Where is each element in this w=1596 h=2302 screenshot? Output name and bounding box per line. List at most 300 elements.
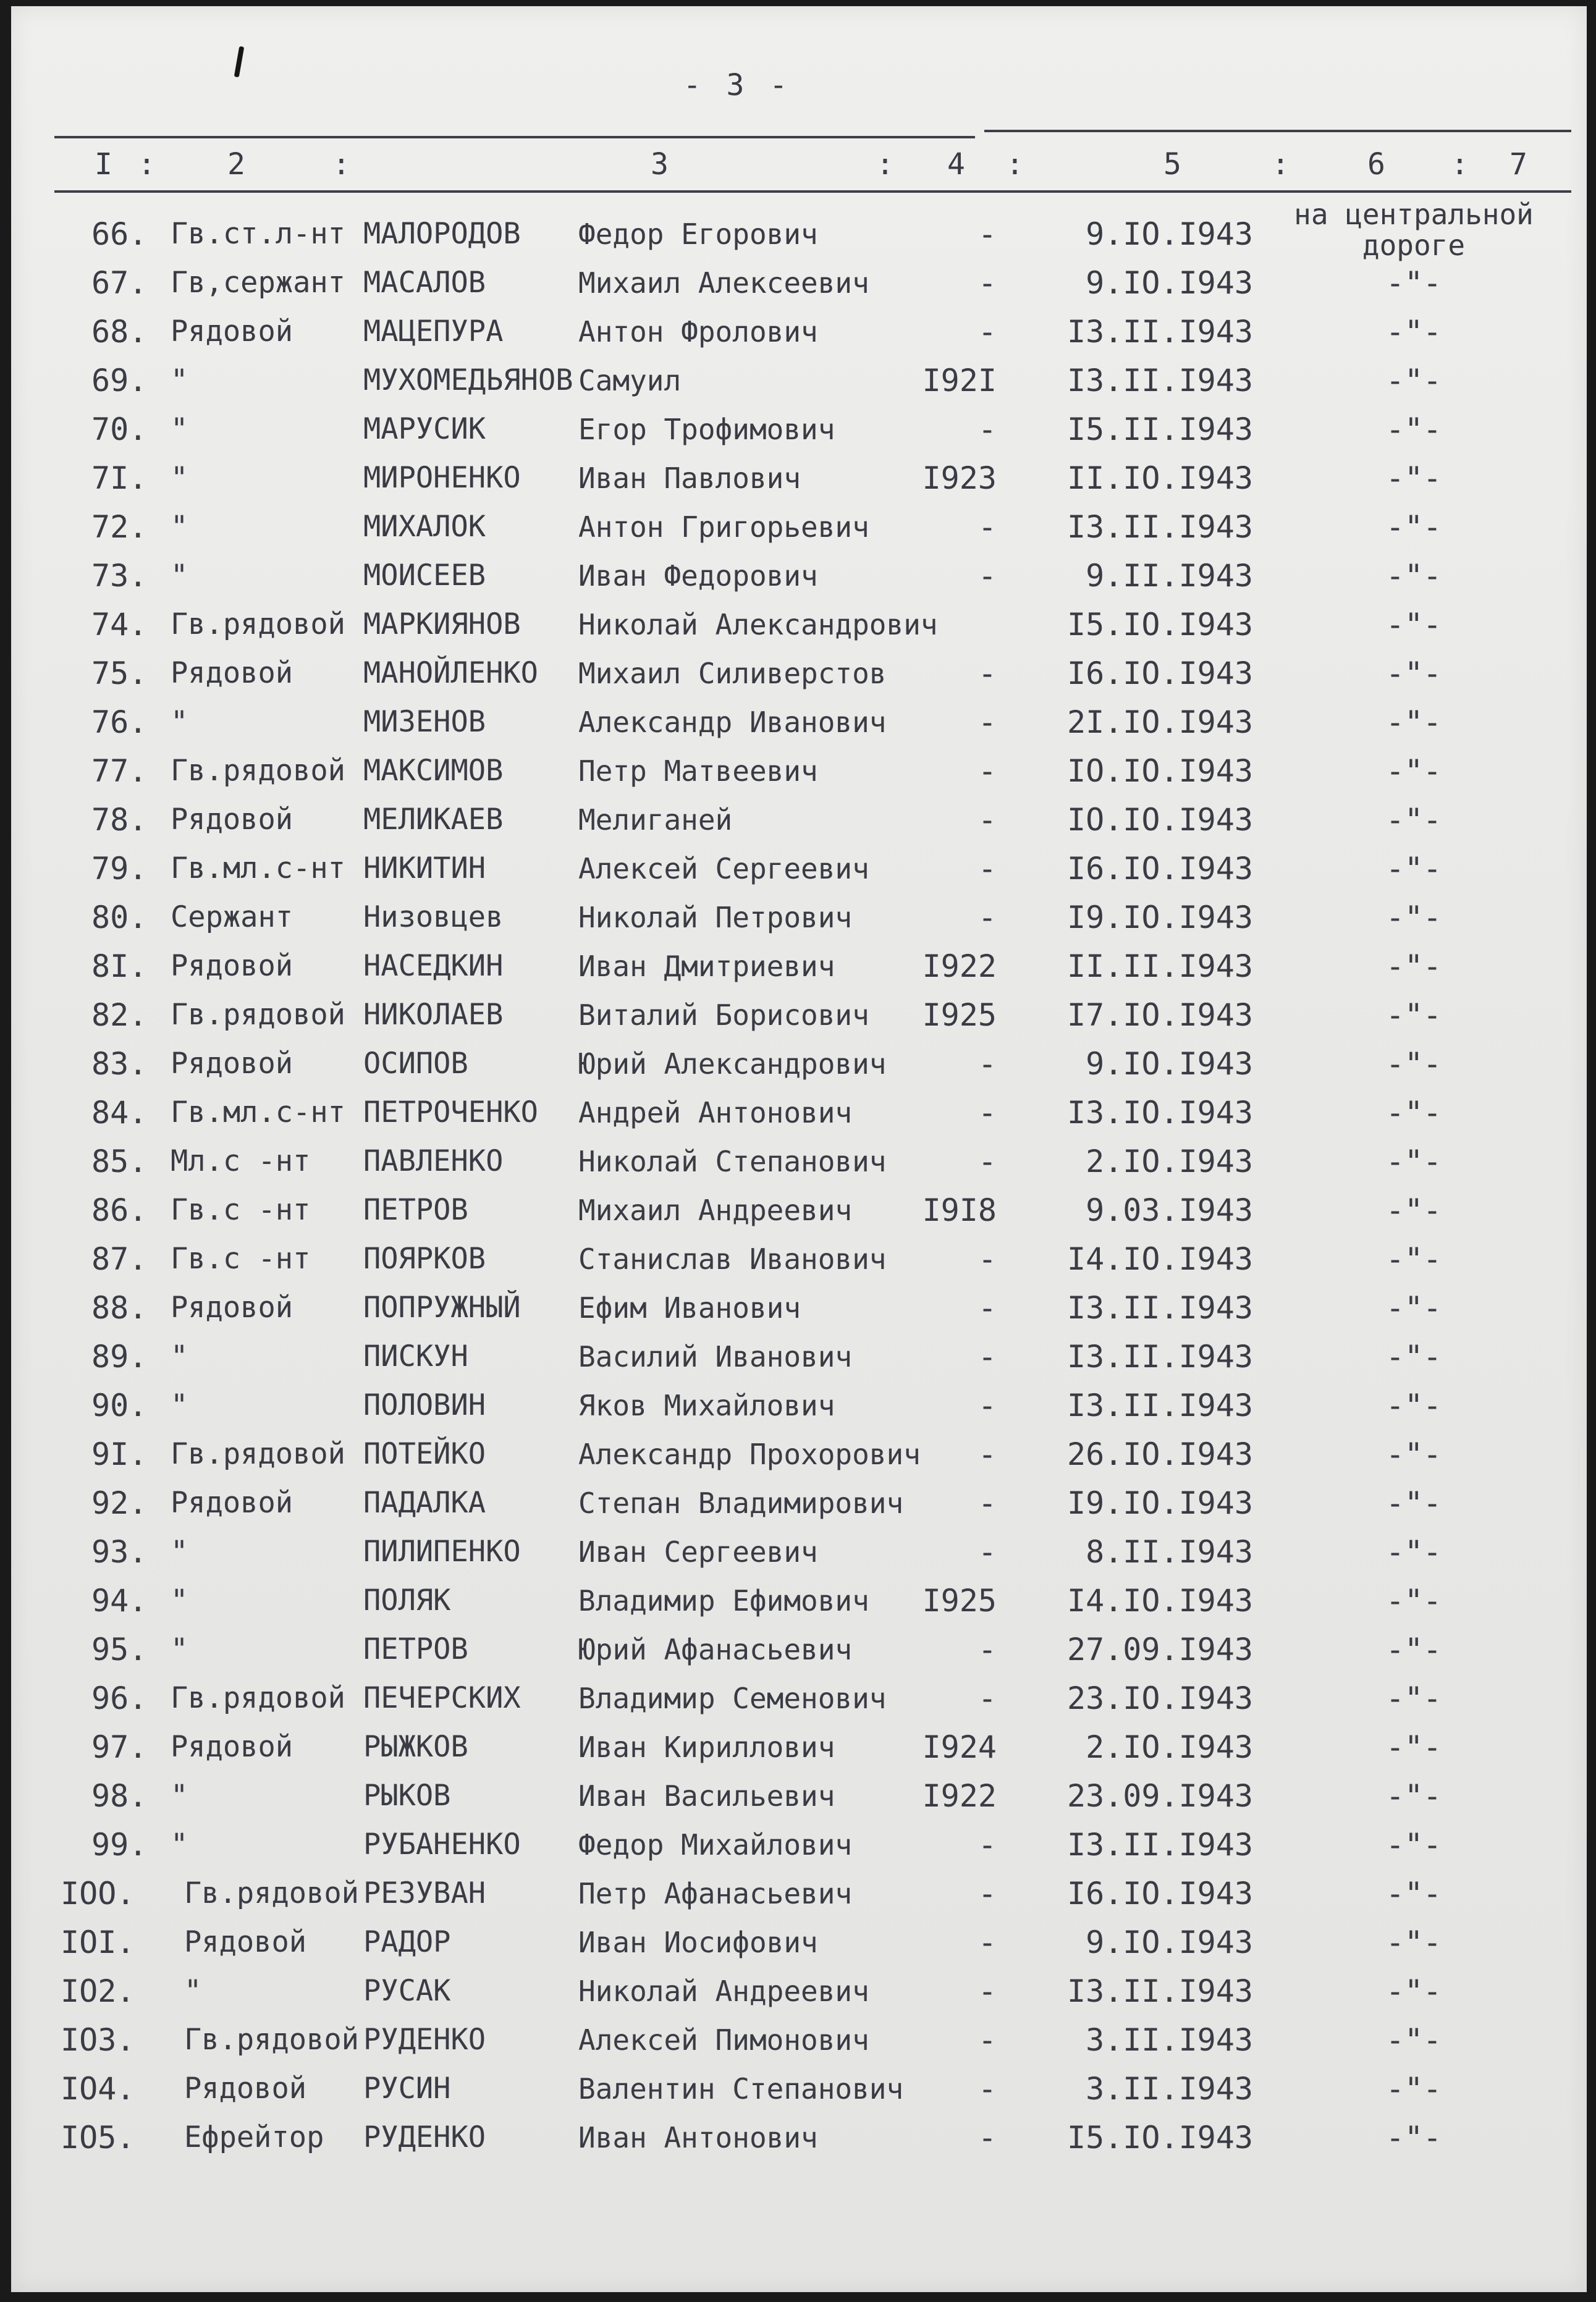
row-birth-year: - xyxy=(977,1973,997,2009)
row-surname: ПИЛИПЕНКО xyxy=(363,1535,521,1569)
table-row xyxy=(11,1186,1587,1234)
row-rank: Гв.рядовой xyxy=(184,2023,359,2057)
row-death-date: I3.II.I943 xyxy=(1066,314,1253,350)
row-surname: РУБАНЕНКО xyxy=(363,1828,521,1861)
header-rule-top-left xyxy=(54,136,975,138)
row-birth-year: - xyxy=(977,411,997,447)
table-row xyxy=(11,601,1587,649)
row-number: 69. xyxy=(91,363,148,398)
column-header: 2 xyxy=(227,147,248,182)
row-death-date: I4.IO.I943 xyxy=(1066,1241,1253,1277)
row-surname: РАДОР xyxy=(363,1925,451,1959)
row-rank: " xyxy=(171,1779,188,1813)
row-number: 76. xyxy=(91,704,148,740)
row-number: 79. xyxy=(91,851,148,887)
row-surname: РЫЖКОВ xyxy=(363,1730,468,1764)
row-rank: Ефрейтор xyxy=(184,2120,324,2154)
row-birth-year: - xyxy=(977,1632,997,1667)
row-number: 90. xyxy=(91,1388,148,1423)
column-header: 7 xyxy=(1509,147,1530,182)
row-rank: " xyxy=(171,510,188,544)
row-number: 96. xyxy=(91,1680,148,1716)
row-rank: Гв.рядовой xyxy=(171,1681,345,1715)
row-given-names: Иван Иосифович xyxy=(578,1926,818,1959)
row-surname: МЕЛИКАЕВ xyxy=(363,803,504,837)
row-surname: МАСАЛОВ xyxy=(363,266,486,300)
row-rank: " xyxy=(171,461,188,495)
row-surname: РЕЗУВАН xyxy=(363,1876,486,1910)
row-given-names: Иван Сергеевич xyxy=(578,1535,818,1569)
row-number: 8I. xyxy=(91,948,148,984)
row-birth-year: - xyxy=(977,802,997,838)
row-surname: ПЕТРОВ xyxy=(363,1632,468,1666)
row-surname: НИКИТИН xyxy=(363,851,486,885)
row-given-names: Петр Афанасьевич xyxy=(578,1877,853,1910)
table-row xyxy=(11,454,1587,502)
column-header: 3 xyxy=(651,147,671,182)
row-given-names: Михаил Силиверстов xyxy=(578,657,887,690)
row-birth-year: - xyxy=(977,1925,997,1960)
row-given-names: Василий Иванович xyxy=(578,1340,853,1373)
table-row xyxy=(11,1381,1587,1430)
row-given-names: Александр Иванович xyxy=(578,706,887,739)
table-row xyxy=(11,1528,1587,1576)
row-birth-year: - xyxy=(977,1680,997,1716)
row-birth-year: - xyxy=(977,1485,997,1521)
row-given-names: Иван Васильевич xyxy=(578,1779,835,1813)
row-burial-place: -"- xyxy=(1385,1241,1442,1277)
row-given-names: Антон Фролович xyxy=(578,315,818,348)
row-number: 88. xyxy=(91,1290,148,1326)
row-rank: Рядовой xyxy=(171,314,293,348)
table-row xyxy=(11,198,1587,262)
table-row xyxy=(11,2114,1587,2162)
row-surname: МАЛОРОДОВ xyxy=(363,217,521,251)
row-surname: ПАВЛЕНКО xyxy=(363,1144,504,1178)
row-death-date: I3.IO.I943 xyxy=(1066,1095,1253,1131)
row-surname: НАСЕДКИН xyxy=(363,949,504,983)
row-given-names: Мелиганей xyxy=(578,803,733,837)
row-number: 77. xyxy=(91,753,148,789)
row-death-date: 9.IO.I943 xyxy=(1086,1925,1253,1960)
row-birth-year: - xyxy=(977,1827,997,1863)
row-surname: МОИСЕЕВ xyxy=(363,559,486,592)
row-given-names: Андрей Антонович xyxy=(578,1096,853,1129)
row-birth-year: - xyxy=(977,704,997,740)
row-death-date: I5.IO.I943 xyxy=(1066,607,1253,643)
table-row xyxy=(11,1967,1587,2015)
row-burial-place: -"- xyxy=(1385,1046,1442,1082)
row-burial-place: -"- xyxy=(1385,460,1442,496)
row-number: IO4. xyxy=(61,2071,135,2107)
row-surname: РЫКОВ xyxy=(363,1779,451,1813)
row-burial-place: -"- xyxy=(1385,1973,1442,2009)
row-burial-place: -"- xyxy=(1385,851,1442,887)
row-birth-year: - xyxy=(977,1876,997,1912)
row-rank: Рядовой xyxy=(171,1047,293,1081)
row-death-date: I5.II.I943 xyxy=(1066,411,1253,447)
row-surname: РУДЕНКО xyxy=(363,2023,486,2057)
row-given-names: Николай Степанович xyxy=(578,1145,887,1178)
row-given-names: Антон Григорьевич xyxy=(578,510,869,544)
row-birth-year: - xyxy=(977,314,997,350)
row-number: 95. xyxy=(91,1632,148,1667)
row-number: 75. xyxy=(91,656,148,691)
row-given-names: Николай Андреевич xyxy=(578,1975,869,2008)
row-surname: РУСАК xyxy=(363,1974,451,2008)
row-death-date: 2.IO.I943 xyxy=(1086,1729,1253,1765)
row-birth-year: - xyxy=(977,656,997,691)
table-row xyxy=(11,991,1587,1039)
row-number: 66. xyxy=(91,216,148,252)
row-number: 97. xyxy=(91,1729,148,1765)
row-birth-year: I9I8 xyxy=(922,1192,997,1228)
row-surname: ОСИПОВ xyxy=(363,1047,468,1081)
row-burial-place: -"- xyxy=(1385,1388,1442,1423)
row-rank: Гв.рядовой xyxy=(171,607,345,641)
row-rank: " xyxy=(171,1828,188,1861)
table-row xyxy=(11,1089,1587,1137)
row-surname: ПАДАЛКА xyxy=(363,1486,486,1520)
row-death-date: 9.IO.I943 xyxy=(1086,1046,1253,1082)
header-rule-top-right xyxy=(984,130,1571,132)
row-birth-year: - xyxy=(977,1388,997,1423)
row-burial-place: -"- xyxy=(1385,1436,1442,1472)
row-death-date: I3.II.I943 xyxy=(1066,363,1253,398)
row-rank: " xyxy=(171,1583,188,1617)
table-row xyxy=(11,1479,1587,1527)
table-row xyxy=(11,1235,1587,1283)
row-number: 78. xyxy=(91,802,148,838)
row-surname: РУДЕНКО xyxy=(363,2120,486,2154)
row-surname: МИЗЕНОВ xyxy=(363,705,486,739)
row-death-date: I3.II.I943 xyxy=(1066,1290,1253,1326)
row-death-date: II.II.I943 xyxy=(1066,948,1253,984)
row-rank: " xyxy=(184,1974,202,2008)
row-number: 87. xyxy=(91,1241,148,1277)
row-surname: МАЦЕПУРА xyxy=(363,314,504,348)
row-given-names: Юрий Александрович xyxy=(578,1047,887,1081)
row-burial-place: -"- xyxy=(1385,753,1442,789)
row-given-names: Петр Матвеевич xyxy=(578,754,818,788)
column-header-separator: : xyxy=(1451,147,1471,182)
table-row xyxy=(11,1723,1587,1771)
row-burial-place: -"- xyxy=(1385,509,1442,545)
row-birth-year: I922 xyxy=(922,1778,997,1814)
row-death-date: 2.IO.I943 xyxy=(1086,1144,1253,1179)
row-rank: Гв.мл.с-нт xyxy=(171,1095,345,1129)
row-surname: ПОЛОВИН xyxy=(363,1388,486,1422)
row-rank: Гв.ст.л-нт xyxy=(171,217,345,251)
row-given-names: Иван Федорович xyxy=(578,559,818,592)
table-row xyxy=(11,1870,1587,1918)
row-birth-year: - xyxy=(977,851,997,887)
row-given-names: Иван Антонович xyxy=(578,2121,818,2154)
table-row xyxy=(11,698,1587,746)
row-surname: ПЕТРОВ xyxy=(363,1193,468,1227)
row-rank: Гв.с -нт xyxy=(171,1242,311,1276)
table-row xyxy=(11,1430,1587,1478)
row-number: 86. xyxy=(91,1192,148,1228)
table-row xyxy=(11,1821,1587,1869)
row-burial-place: -"- xyxy=(1385,1290,1442,1326)
row-birth-year: - xyxy=(977,2071,997,2107)
row-death-date: I9.IO.I943 xyxy=(1066,1485,1253,1521)
row-burial-place: -"- xyxy=(1385,363,1442,398)
row-birth-year: - xyxy=(977,1095,997,1131)
row-birth-year: - xyxy=(977,2022,997,2058)
row-number: 9I. xyxy=(91,1436,148,1472)
row-burial-place: -"- xyxy=(1385,607,1442,643)
row-number: 93. xyxy=(91,1534,148,1570)
row-number: IOO. xyxy=(61,1876,135,1912)
row-given-names: Станислав Иванович xyxy=(578,1242,887,1276)
row-death-date: I3.II.I943 xyxy=(1066,1339,1253,1375)
table-row xyxy=(11,356,1587,405)
row-rank: Рядовой xyxy=(184,1925,307,1959)
row-rank: Мл.с -нт xyxy=(171,1144,311,1178)
row-rank: Рядовой xyxy=(184,2072,307,2106)
table-row xyxy=(11,1040,1587,1088)
row-death-date: 3.II.I943 xyxy=(1086,2022,1253,2058)
row-surname: ПИСКУН xyxy=(363,1339,468,1373)
row-death-date: I6.IO.I943 xyxy=(1066,851,1253,887)
row-rank: Гв.рядовой xyxy=(184,1876,359,1910)
row-death-date: 2I.IO.I943 xyxy=(1066,704,1253,740)
table-row xyxy=(11,1333,1587,1381)
row-number: 74. xyxy=(91,607,148,643)
column-header: I xyxy=(95,147,115,182)
row-birth-year: I922 xyxy=(922,948,997,984)
row-rank: " xyxy=(171,1388,188,1422)
table-row xyxy=(11,747,1587,795)
table-row xyxy=(11,308,1587,356)
row-surname: МУХОМЕДЬЯНОВ xyxy=(363,363,573,397)
table-row xyxy=(11,503,1587,551)
table-row xyxy=(11,1137,1587,1186)
row-death-date: I6.IO.I943 xyxy=(1066,1876,1253,1912)
row-surname: МАНОЙЛЕНКО xyxy=(363,656,538,690)
row-burial-place: -"- xyxy=(1385,1925,1442,1960)
row-burial-place: -"- xyxy=(1385,997,1442,1033)
page-number: - 3 - xyxy=(683,68,792,103)
row-rank: " xyxy=(171,1535,188,1569)
row-death-date: I3.II.I943 xyxy=(1066,1827,1253,1863)
table-row xyxy=(11,893,1587,942)
row-birth-year: I92I xyxy=(922,363,997,398)
row-death-date: I3.II.I943 xyxy=(1066,509,1253,545)
row-burial-place: -"- xyxy=(1385,2022,1442,2058)
row-birth-year: - xyxy=(977,1290,997,1326)
row-burial-place: -"- xyxy=(1385,1144,1442,1179)
row-surname: ПОЛЯК xyxy=(363,1583,451,1617)
table-row xyxy=(11,942,1587,990)
row-death-date: 27.09.I943 xyxy=(1066,1632,1253,1667)
row-surname: НИКОЛАЕВ xyxy=(363,998,504,1032)
table-row xyxy=(11,552,1587,600)
column-header-separator: : xyxy=(876,147,897,182)
row-number: 83. xyxy=(91,1046,148,1082)
table-row xyxy=(11,2065,1587,2113)
row-number: 99. xyxy=(91,1827,148,1863)
row-surname: Низовцев xyxy=(363,900,504,934)
row-burial-place: -"- xyxy=(1385,1876,1442,1912)
column-header: 6 xyxy=(1367,147,1388,182)
row-rank: Гв.рядовой xyxy=(171,754,345,788)
row-given-names: Самуил xyxy=(578,364,682,397)
row-rank: " xyxy=(171,363,188,397)
row-death-date: II.IO.I943 xyxy=(1066,460,1253,496)
row-given-names: Федор Егорович xyxy=(578,217,818,251)
row-burial-place: -"- xyxy=(1385,656,1442,691)
row-number: 70. xyxy=(91,411,148,447)
document-page xyxy=(11,6,1587,2292)
row-death-date: I4.IO.I943 xyxy=(1066,1583,1253,1619)
row-rank: " xyxy=(171,412,188,446)
row-burial-place: -"- xyxy=(1385,1339,1442,1375)
row-burial-place: -"- xyxy=(1385,1534,1442,1570)
row-given-names: Николай Петрович xyxy=(578,901,853,934)
table-row xyxy=(11,259,1587,307)
row-given-names: Степан Владимирович xyxy=(578,1486,904,1520)
row-birth-year: - xyxy=(977,1046,997,1082)
row-rank: " xyxy=(171,705,188,739)
row-death-date: 9.II.I943 xyxy=(1086,558,1253,594)
row-given-names: Алексей Сергеевич xyxy=(578,852,869,885)
row-number: 68. xyxy=(91,314,148,350)
column-header-separator: : xyxy=(332,147,353,182)
row-burial-place: -"- xyxy=(1385,1583,1442,1619)
row-birth-year: I925 xyxy=(922,997,997,1033)
row-given-names: Михаил Алексеевич xyxy=(578,266,869,300)
row-birth-year: - xyxy=(977,265,997,301)
row-rank: Гв.мл.с-нт xyxy=(171,851,345,885)
column-header-separator: : xyxy=(138,147,158,182)
table-row xyxy=(11,845,1587,893)
row-rank: Рядовой xyxy=(171,1291,293,1325)
column-header-separator: : xyxy=(1272,147,1292,182)
row-death-date: I6.IO.I943 xyxy=(1066,656,1253,691)
table-row xyxy=(11,405,1587,453)
row-birth-year: - xyxy=(977,558,997,594)
row-given-names: Иван Павлович xyxy=(578,462,801,495)
row-surname: МАРКИЯНОВ xyxy=(363,607,521,641)
table-row xyxy=(11,1284,1587,1332)
row-death-date: 9.IO.I943 xyxy=(1086,216,1253,252)
row-burial-place: -"- xyxy=(1385,2071,1442,2107)
row-birth-year: - xyxy=(977,216,997,252)
row-given-names: Николай Александрович xyxy=(578,608,938,641)
row-surname: ПОЯРКОВ xyxy=(363,1242,486,1276)
row-given-names: Валентин Степанович xyxy=(578,2072,904,2106)
row-rank: Рядовой xyxy=(171,656,293,690)
row-death-date: I7.IO.I943 xyxy=(1066,997,1253,1033)
row-number: IO5. xyxy=(61,2120,135,2156)
row-number: IO3. xyxy=(61,2022,135,2058)
row-death-date: IO.IO.I943 xyxy=(1066,802,1253,838)
row-surname: МИРОНЕНКО xyxy=(363,461,521,495)
row-given-names: Алексей Пимонович xyxy=(578,2023,869,2057)
row-number: 85. xyxy=(91,1144,148,1179)
row-burial-place: -"- xyxy=(1385,1729,1442,1765)
row-burial-place: -"- xyxy=(1385,1632,1442,1667)
row-burial-place: -"- xyxy=(1385,1095,1442,1131)
row-rank: Гв,сержант xyxy=(171,266,345,300)
header-rule-bottom xyxy=(54,190,1571,193)
row-number: 94. xyxy=(91,1583,148,1619)
row-birth-year: - xyxy=(977,1241,997,1277)
row-number: 98. xyxy=(91,1778,148,1814)
ink-mark xyxy=(234,46,245,78)
row-surname: ПЕЧЕРСКИХ xyxy=(363,1681,521,1715)
row-death-date: 3.II.I943 xyxy=(1086,2071,1253,2107)
row-given-names: Егор Трофимович xyxy=(578,413,835,446)
row-birth-year: I923 xyxy=(922,460,997,496)
row-rank: " xyxy=(171,559,188,592)
row-burial-place: -"- xyxy=(1385,2120,1442,2156)
row-rank: Гв.с -нт xyxy=(171,1193,311,1227)
row-rank: Рядовой xyxy=(171,949,293,983)
table-row xyxy=(11,1772,1587,1820)
row-rank: " xyxy=(171,1339,188,1373)
row-burial-place: -"- xyxy=(1385,411,1442,447)
row-surname: МИХАЛОК xyxy=(363,510,486,544)
table-row xyxy=(11,649,1587,698)
row-rank: Гв.рядовой xyxy=(171,998,345,1032)
row-number: 67. xyxy=(91,265,148,301)
row-burial-place: на центральной дороге xyxy=(1294,198,1534,262)
row-number: 72. xyxy=(91,509,148,545)
row-given-names: Владимир Семенович xyxy=(578,1682,887,1715)
row-surname: МАРУСИК xyxy=(363,412,486,446)
column-header-separator: : xyxy=(1006,147,1026,182)
row-rank: Гв.рядовой xyxy=(171,1437,345,1471)
row-given-names: Яков Михайлович xyxy=(578,1389,835,1422)
row-given-names: Виталий Борисович xyxy=(578,998,869,1032)
row-number: 84. xyxy=(91,1095,148,1131)
row-number: 7I. xyxy=(91,460,148,496)
table-row xyxy=(11,1918,1587,1967)
row-death-date: 9.IO.I943 xyxy=(1086,265,1253,301)
row-burial-place: -"- xyxy=(1385,704,1442,740)
row-death-date: I3.II.I943 xyxy=(1066,1388,1253,1423)
row-given-names: Ефим Иванович xyxy=(578,1291,801,1325)
row-birth-year: I925 xyxy=(922,1583,997,1619)
row-birth-year: I924 xyxy=(922,1729,997,1765)
row-death-date: I9.IO.I943 xyxy=(1066,900,1253,935)
row-death-date: I5.IO.I943 xyxy=(1066,2120,1253,2156)
row-birth-year: - xyxy=(977,753,997,789)
row-birth-year: - xyxy=(977,2120,997,2156)
row-birth-year: - xyxy=(977,1144,997,1179)
row-given-names: Федор Михайлович xyxy=(578,1828,853,1861)
row-death-date: 23.09.I943 xyxy=(1066,1778,1253,1814)
row-death-date: 8.II.I943 xyxy=(1086,1534,1253,1570)
row-given-names: Юрий Афанасьевич xyxy=(578,1633,853,1666)
table-row xyxy=(11,1577,1587,1625)
row-given-names: Иван Кириллович xyxy=(578,1731,835,1764)
row-burial-place: -"- xyxy=(1385,265,1442,301)
table-row xyxy=(11,2016,1587,2064)
row-given-names: Иван Дмитриевич xyxy=(578,950,835,983)
row-birth-year: - xyxy=(977,1436,997,1472)
row-burial-place: -"- xyxy=(1385,558,1442,594)
row-burial-place: -"- xyxy=(1385,1485,1442,1521)
row-number: 92. xyxy=(91,1485,148,1521)
row-number: IOI. xyxy=(61,1925,135,1960)
row-birth-year: - xyxy=(977,1534,997,1570)
row-rank: " xyxy=(171,1632,188,1666)
